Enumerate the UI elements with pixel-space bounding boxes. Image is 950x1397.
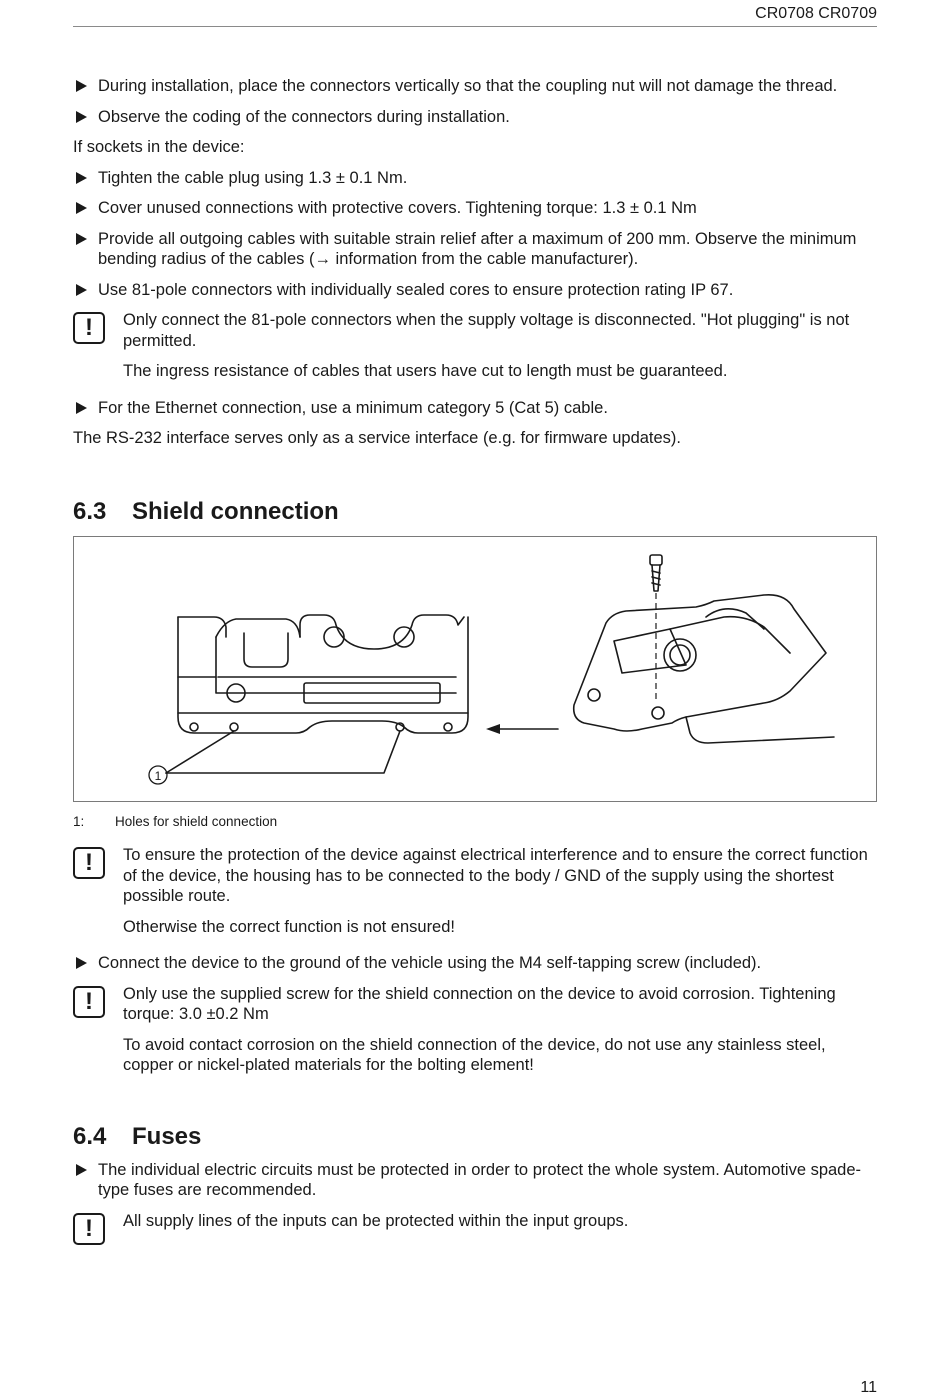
callout-number: 1 [154,768,162,783]
bullet-triangle-icon [76,402,87,414]
instruction-item: Cover unused connections with protective covers. Tightening torque: 1.3 ± 0.1 Nm [73,198,879,219]
section-heading: 6.4 Fuses [73,1122,202,1150]
section-heading: 6.3 Shield connection [73,497,339,525]
bullet-triangle-icon [76,80,87,92]
instruction-item: Connect the device to the ground of the vehicle using the M4 self-tapping screw (included). [73,953,879,974]
header-title: CR0708 CR0709 [755,5,877,22]
bullet-triangle-icon [76,957,87,969]
warning-note: ! All supply lines of the inputs can be protected within the input groups. [73,1211,879,1232]
instruction-item: The individual electric circuits must be protected in order to protect the whole system. Automotive spade-type fuses are recommended. [73,1160,879,1201]
bullet-triangle-icon [76,1164,87,1176]
paragraph: If sockets in the device: [73,138,245,156]
instruction-item: Tighten the cable plug using 1.3 ± 0.1 Nm. [73,168,879,189]
warning-icon: ! [73,986,105,1018]
instruction-item: During installation, place the connectors vertically so that the coupling nut will not damage the thread. [73,76,879,97]
warning-note: ! To ensure the protection of the device against electrical interference and to ensure the correct function of the device, the housing has to be connected to the body / GND of the supply using the shortest possible route. Otherwise the correct function is not ensured! [73,845,879,937]
page-number: 11 [860,1379,877,1396]
instruction-item: For the Ethernet connection, use a minimum category 5 (Cat 5) cable. [73,398,879,419]
warning-note: ! Only connect the 81-pole connectors when the supply voltage is disconnected. "Hot plugging" is not permitted. The ingress resistance of cables that users have cut to length must be guaranteed. [73,310,879,382]
instruction-item: Use 81-pole connectors with individually sealed cores to ensure protection rating IP 67. [73,280,879,301]
shield-connection-figure [73,536,877,802]
bullet-triangle-icon [76,202,87,214]
instruction-item: Provide all outgoing cables with suitable strain relief after a maximum of 200 mm. Observe the minimum bending radius of the cables (→ information from the cable manufacturer). [73,229,879,270]
bullet-triangle-icon [76,172,87,184]
warning-icon: ! [73,312,105,344]
warning-icon: ! [73,847,105,879]
header-rule [73,26,877,27]
page-content [73,76,879,1247]
bullet-triangle-icon [76,233,87,245]
device-illustration [74,537,876,801]
paragraph: The RS-232 interface serves only as a service interface (e.g. for firmware updates). [73,429,682,447]
warning-note: ! Only use the supplied screw for the shield connection on the device to avoid corrosion. Tightening torque: 3.0 ±0.2 Nm To avoid contact corrosion on the shield connection of the device, do not use any stainless steel, copper or nickel-plated materials for the bolting element! [73,984,879,1076]
warning-icon: ! [73,1213,105,1245]
figure-caption: 1: Holes for shield connection [73,813,278,829]
instruction-item: Observe the coding of the connectors during installation. [73,107,879,128]
bullet-triangle-icon [76,284,87,296]
bullet-triangle-icon [76,111,87,123]
